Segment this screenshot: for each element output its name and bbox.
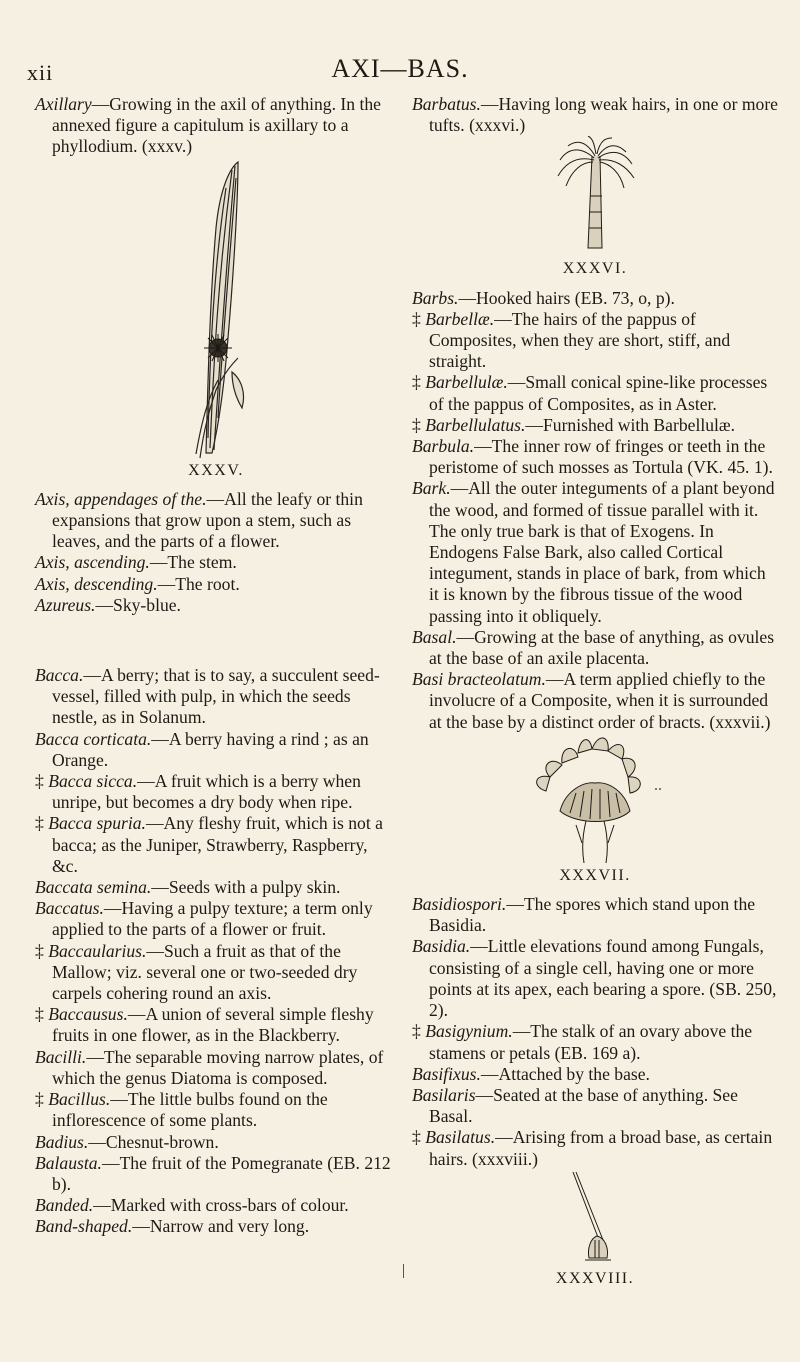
- glossary-entry: [412, 1064, 778, 1085]
- entry-term: Bacilli.: [35, 1046, 87, 1067]
- entry-term: Azureus.: [35, 594, 96, 615]
- entry-definition: —The hairs of the pappus of Composites, when they are short, stiff, and straight.: [429, 308, 731, 372]
- entry-definition: —Having long weak hairs, in one or more tufts. (xxxvi.): [429, 94, 778, 136]
- glossary-entry: [35, 1216, 397, 1237]
- entry-group: [35, 489, 397, 616]
- glossary-entry: [35, 1153, 397, 1195]
- entry-definition: —Growing in the axil of anything. In the annexed figure a capitulum is axillary to a phyllodium. (xxxv.): [52, 94, 381, 157]
- entry-definition: —Having a pulpy texture; a term only applied to the parts of a flower or fruit.: [52, 898, 373, 940]
- entry-term: Axis, descending.: [35, 573, 158, 594]
- entry-term: Basidiospori.: [412, 894, 507, 915]
- entry-definition: —Growing at the base of anything, as ovules at the base of an axile placenta.: [429, 626, 775, 669]
- entry-term: Basilaris: [412, 1084, 476, 1105]
- glossary-entry: [412, 94, 778, 136]
- entry-definition: —Seated at the base of anything. See Basal.: [429, 1084, 738, 1127]
- broad-base-hair-illustration: [565, 1170, 625, 1266]
- glossary-entry: [35, 729, 397, 771]
- double-dagger-mark: ‡: [35, 940, 49, 961]
- entry-definition: —Small conical spine-like processes of the pappus of Composites, as in Aster.: [429, 372, 768, 414]
- hair-tuft-illustration: [550, 136, 640, 256]
- entry-term: Banded.: [35, 1195, 94, 1216]
- right-column: [412, 94, 778, 1297]
- glossary-entry: [35, 1004, 397, 1046]
- column-rule: [403, 1264, 404, 1278]
- entry-definition: —Hooked hairs (EB. 73, o, p).: [458, 287, 675, 308]
- glossary-entry: [412, 372, 778, 414]
- glossary-entry: [35, 552, 397, 573]
- glossary-entry: [412, 1021, 778, 1063]
- glossary-entry: [35, 574, 397, 595]
- entry-term: Badius.: [35, 1131, 89, 1152]
- entry-term: Axis, appendages of the.: [35, 488, 207, 509]
- entry-definition: —All the outer integuments of a plant beyond the wood, and formed of tissue parallel with it. The only true bark is that of Exogens. In Endogens False Bark, also called Cortical integument, stands in place of bark, from which it is known by the fibrous tissue of the wood passing into it obliquely.: [429, 478, 775, 626]
- double-dagger-mark: ‡: [35, 771, 49, 792]
- entry-term: Bacca spuria.: [48, 813, 146, 834]
- entry-term: Bacca sicca.: [48, 771, 138, 792]
- glossary-entry: [412, 1085, 778, 1127]
- entry-term: Basidia.: [412, 936, 471, 957]
- double-dagger-mark: ‡: [412, 308, 426, 329]
- glossary-entry: [35, 1195, 397, 1216]
- entry-term: Baccausus.: [48, 1004, 128, 1025]
- glossary-entry: [35, 813, 397, 877]
- glossary-entry: [412, 936, 778, 1021]
- double-dagger-mark: ‡: [412, 1021, 426, 1042]
- glossary-entry: [412, 436, 778, 478]
- figure-caption: XXXVII.: [559, 866, 631, 884]
- entry-definition: —Narrow and very long.: [132, 1216, 310, 1237]
- figure-caption: XXXVIII.: [555, 1269, 635, 1287]
- entry-term: Barbellulatus.: [425, 414, 526, 435]
- entry-definition: —All the leafy or thin expansions that grow upon a stem, such as leaves, and the parts of a flower.: [52, 488, 363, 552]
- entry-term: Basigynium.: [425, 1021, 513, 1042]
- entry-definition: —Sky-blue.: [95, 594, 181, 615]
- glossary-entry: [35, 1132, 397, 1153]
- entry-definition: —Furnished with Barbellulæ.: [525, 414, 736, 435]
- entry-term: Baccaularius.: [48, 940, 147, 961]
- entry-term: Barbatus.: [412, 94, 481, 114]
- double-dagger-mark: ‡: [412, 414, 426, 435]
- entry-definition: —A fruit which is a berry when unripe, but becomes a dry body when ripe.: [52, 771, 361, 813]
- figure-caption: XXXV.: [188, 461, 244, 479]
- entry-definition: —Chesnut-brown.: [88, 1131, 219, 1152]
- figure-xxxvii: [412, 733, 778, 886]
- entry-term: Bark.: [412, 478, 451, 499]
- entry-definition: —A berry; that is to say, a succulent seed-vessel, filled with pulp, in which the seeds nestle, as in Solanum.: [52, 665, 380, 728]
- entry-definition: —The root.: [157, 573, 240, 594]
- left-column: [35, 94, 397, 1238]
- glossary-entry: [412, 478, 778, 626]
- entry-definition: —Attached by the base.: [480, 1063, 650, 1084]
- entry-group: [35, 94, 397, 158]
- entry-term: Band-shaped.: [35, 1216, 133, 1237]
- entry-definition: —The separable moving narrow plates, of which the genus Diatoma is composed.: [52, 1046, 384, 1088]
- entry-definition: —A union of several simple fleshy fruits in one flower, as in the Blackberry.: [52, 1004, 374, 1046]
- figure-xxxv: [35, 158, 397, 481]
- entry-definition: —The spores which stand upon the Basidia.: [429, 894, 756, 936]
- glossary-entry: [412, 309, 778, 373]
- entry-definition: —Seeds with a pulpy skin.: [151, 877, 341, 898]
- glossary-entry: [35, 771, 397, 813]
- entry-term: Axillary: [35, 94, 92, 114]
- entry-term: Barbula.: [412, 436, 475, 457]
- entry-definition: —Such a fruit as that of the Mallow; viz. several one or two-seeded dry carpels cohering round an axis.: [52, 940, 358, 1004]
- entry-term: Bacillus.: [48, 1089, 111, 1110]
- entry-group: [412, 288, 778, 733]
- double-dagger-mark: ‡: [412, 372, 426, 393]
- entry-term: Barbellulæ.: [425, 372, 508, 393]
- entry-term: Barbs.: [412, 287, 459, 308]
- entry-definition: —A berry having a rind ; as an Orange.: [52, 728, 369, 770]
- figure-xxxviii: [412, 1170, 778, 1289]
- entry-group: [412, 94, 778, 136]
- glossary-entry: [35, 941, 397, 1005]
- entry-definition: —The fruit of the Pomegranate (EB. 212 b).: [52, 1152, 391, 1194]
- entry-term: Baccata semina.: [35, 877, 152, 898]
- figure-xxxvi: [412, 136, 778, 279]
- entry-definition: —Any fleshy fruit, which is not a bacca; as the Juniper, Strawberry, Raspberry, &c.: [52, 813, 383, 876]
- entry-group: [412, 894, 778, 1170]
- entry-term: Balausta.: [35, 1152, 102, 1173]
- double-dagger-mark: ‡: [35, 1004, 49, 1025]
- entry-definition: —The stalk of an ovary above the stamens or petals (EB. 169 a).: [429, 1021, 753, 1063]
- glossary-entry: [35, 898, 397, 940]
- entry-term: Axis, ascending.: [35, 552, 150, 573]
- glossary-entry: [35, 665, 397, 729]
- glossary-entry: [35, 489, 397, 553]
- glossary-entry: [35, 877, 397, 898]
- entry-term: Barbellæ.: [425, 308, 495, 329]
- entry-term: Bacca.: [35, 665, 84, 686]
- glossary-entry: [35, 1047, 397, 1089]
- entry-definition: —The little bulbs found on the inflorescence of some plants.: [52, 1089, 328, 1131]
- page-number: xii: [27, 60, 54, 85]
- entry-definition: —Little elevations found among Fungals, consisting of a single cell, having one or more points at its apex, each bearing a spore. (SB. 250, 2).: [429, 936, 777, 1021]
- figure-caption: XXXVI.: [562, 260, 628, 278]
- glossary-entry: [412, 669, 778, 733]
- involucre-illustration: [520, 733, 670, 863]
- glossary-entry: [35, 1089, 397, 1131]
- glossary-entry: [412, 288, 778, 309]
- glossary-entry: [412, 894, 778, 936]
- double-dagger-mark: ‡: [35, 813, 49, 834]
- entry-definition: —The stem.: [149, 552, 237, 573]
- entry-term: Basilatus.: [425, 1127, 496, 1148]
- entry-definition: —A term applied chiefly to the involucre of a Composite, when it is surrounded at the base by a distinct order of bracts. (xxxvii.): [429, 669, 771, 732]
- glossary-entry: [412, 1127, 778, 1169]
- entry-term: Baccatus.: [35, 898, 104, 919]
- glossary-entry: [35, 94, 397, 158]
- entry-term: Bacca corticata.: [35, 728, 152, 749]
- glossary-entry: [35, 595, 397, 616]
- glossary-entry: [412, 627, 778, 669]
- entry-term: Basifixus.: [412, 1063, 481, 1084]
- double-dagger-mark: ‡: [35, 1089, 49, 1110]
- entry-term: Basal.: [412, 626, 457, 647]
- running-head: AXI—BAS.: [331, 54, 469, 83]
- entry-definition: —The inner row of fringes or teeth in the peristome of such mosses as Tortula (VK. 45. 1).: [429, 436, 773, 478]
- double-dagger-mark: ‡: [412, 1127, 426, 1148]
- entry-definition: —Arising from a broad base, as certain hairs. (xxxviii.): [429, 1127, 773, 1169]
- phyllodium-illustration: [146, 158, 286, 458]
- entry-term: Basi bracteolatum.: [412, 669, 546, 690]
- entry-definition: —Marked with cross-bars of colour.: [93, 1195, 349, 1216]
- entry-group: [35, 665, 397, 1237]
- glossary-entry: [412, 415, 778, 436]
